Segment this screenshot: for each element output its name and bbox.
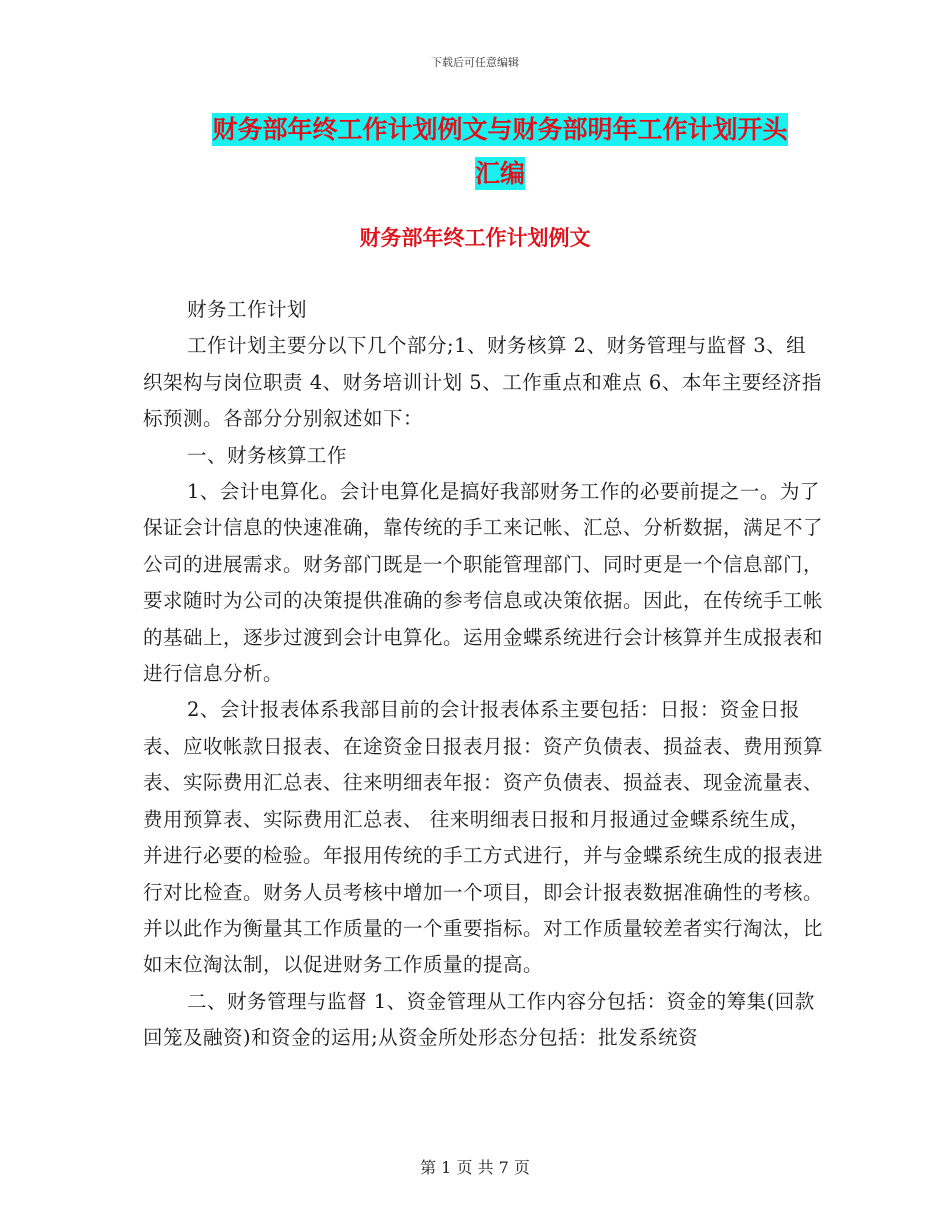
- paragraph: 1、会计电算化。会计电算化是搞好我部财务工作的必要前提之一。为了保证会计信息的快速准确，靠传统的手工来记帐、汇总、分析数据，满足不了公司的进展需求。财务部门既是一个职能管理部门、同时更是一个信息部门，要求随时为公司的决策提供准确的参考信息或决策依据。因此，在传统手工帐的基础上，逐步过渡到会计电算化。运用金蝶系统进行会计核算并生成报表和进行信息分析。: [143, 480, 824, 686]
- page-footer: 第 1 页 共 7 页: [420, 1158, 530, 1177]
- body-text: [143, 292, 823, 1057]
- paragraph: 二、财务管理与监督 1、资金管理从工作内容分包括：资金的筹集(回款回笼及融资)和资金的运用;从资金所处形态分包括：批发系统资: [143, 989, 815, 1050]
- header-note: 下载后可任意编辑: [431, 56, 519, 69]
- paragraph: 2、会计报表体系我部目前的会计报表体系主要包括：日报：资金日报表、应收帐款日报表、在途资金日报表月报：资产负债表、损益表、费用预算表、实际费用汇总表、往来明细表年报：资产负债表、损益表、现金流量表、费用预算表、实际费用汇总表、 往来明细表日报和月报通过金蝶系统生成，并进行必要的检验。年报用传统的手工方式进行，并与金蝶系统生成的报表进行对比检查。财务人员考核中增加一个项目，即会计报表数据准确性的考核。并以此作为衡量其工作质量的一个重要指标。对工作质量较差者实行淘汰，比如末位淘汰制，以促进财务工作质量的提高。: [143, 698, 824, 977]
- paragraph: 一、财务核算工作: [187, 443, 348, 467]
- document-title-line-1: 财务部年终工作计划例文与财务部明年工作计划开头: [212, 115, 788, 144]
- document-title-line-2: 汇编: [474, 159, 525, 188]
- paragraph: 工作计划主要分以下几个部分;1、财务核算 2、财务管理与监督 3、组织架构与岗位职责 4、财务培训计划 5、工作重点和难点 6、本年主要经济指标预测。各部分分别叙述如下：: [143, 334, 822, 431]
- section-title: 财务部年终工作计划例文: [359, 225, 591, 250]
- document-title: [150, 108, 850, 196]
- paragraph: 财务工作计划: [187, 298, 308, 321]
